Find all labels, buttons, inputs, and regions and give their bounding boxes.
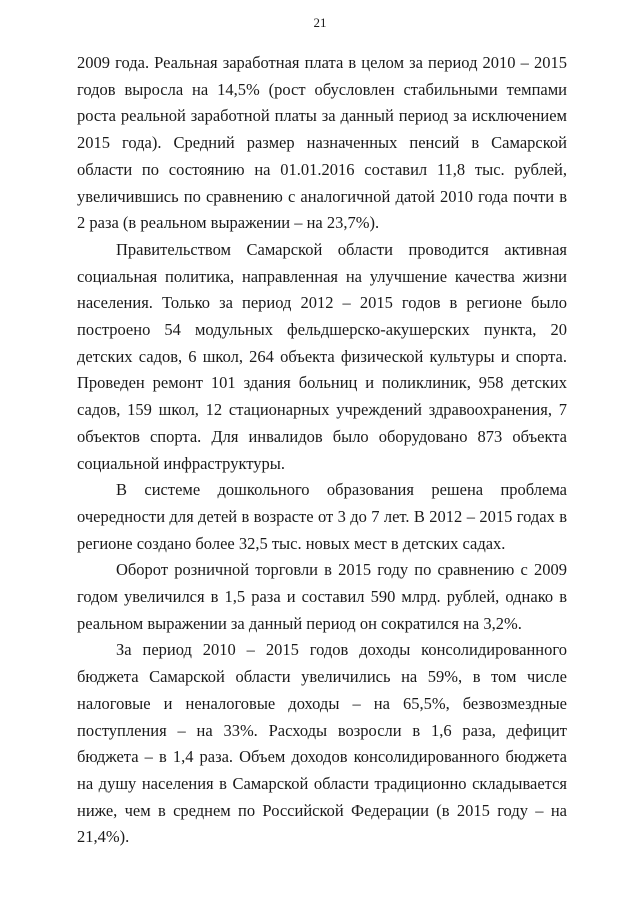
- paragraph-preschool-education: В системе дошкольного образования решена проблема очередности для детей в возрасте от 3 до 7 лет. В 2012 – 2015 годах в регионе создано более 32,5 тыс. новых мест в детских садах.: [77, 480, 567, 553]
- paragraph-social-policy: Правительством Самарской области проводится активная социальная политика, направленная на улучшение качества жизни населения. Только за период 2012 – 2015 годов в регионе было построено 54 модульных фельдшерско-акушерских пункта, 20 детских садов, 6 школ, 264 объекта физической культуры и спорта. Проведен ремонт 101 здания больниц и поликлиник, 958 детских садов, 159 школ, 12 стационарных учреждений здравоохранения, 7 объектов спорта. Для инвалидов было оборудовано 873 объекта социальной инфраструктуры.: [77, 239, 567, 473]
- paragraph-retail-turnover: Оборот розничной торговли в 2015 году по сравнению с 2009 годом увеличился в 1,5 раза и составил 590 млрд. рублей, однако в реальном выражении за данный период он сократился на 3,2%.: [77, 560, 567, 633]
- page-number: 21: [313, 15, 327, 30]
- paragraph-continuation: 2009 года. Реальная заработная плата в целом за период 2010 – 2015 годов выросла на 14,5% (рост обусловлен стабильными темпами роста реальной заработной платы за данный период за исключением 2015 года). Средний размер назначенных пенсий в Самарской области по состоянию на 01.01.2016 составил 11,8 тыс. рублей, увеличившись по сравнению с аналогичной датой 2010 года почти в 2 раза (в реальном выражении – на 23,7%).: [77, 53, 567, 233]
- paragraph-consolidated-budget: За период 2010 – 2015 годов доходы консолидированного бюджета Самарской области увеличились на 59%, в том числе налоговые и неналоговые доходы – на 65,5%, безвозмездные поступления – на 33%. Расходы возросли в 1,6 раза, дефицит бюджета – в 1,4 раза. Объем доходов консолидированного бюджета на душу населения в Самарской области традиционно складывается ниже, чем в среднем по Российской Федерации (в 2015 году – на 21,4%).: [77, 640, 567, 847]
- document-body: [77, 50, 567, 851]
